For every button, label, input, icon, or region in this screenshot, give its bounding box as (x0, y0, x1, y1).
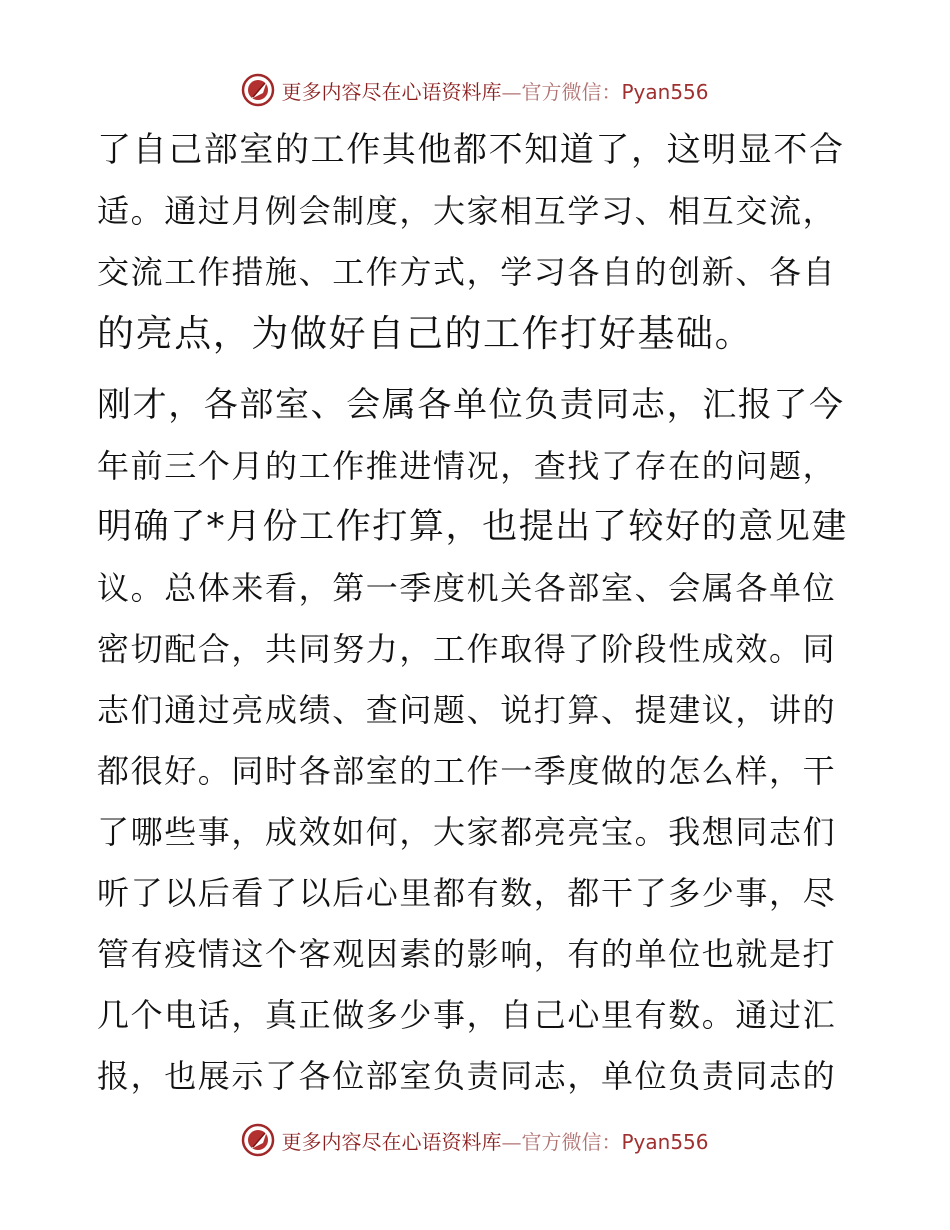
text-line: 适。通过月例会制度，大家相互学习、相互交流， (97, 192, 837, 230)
text-line: 的亮点，为做好自己的工作打好基础。 (97, 312, 754, 355)
text-line: 交流工作措施、工作方式，学习各自的创新、各自 (97, 253, 837, 291)
banner-id-text: Pyan556 (621, 79, 709, 104)
banner-text (281, 76, 708, 105)
banner-id-text: Pyan556 (621, 1129, 709, 1154)
text-line: 密切配合，共同努力，工作取得了阶段性成效。同 (97, 630, 837, 668)
text-line: 听了以后看了以后心里都有数，都干了多少事，尽 (97, 874, 837, 912)
banner-separator-text: —官方微信： (501, 1129, 622, 1154)
text-line: 议。总体来看，第一季度机关各部室、会属各单位 (97, 569, 837, 607)
text-line: 都很好。同时各部室的工作一季度做的怎么样，干 (97, 752, 837, 790)
text-line: 明确了*月份工作打算，也提出了较好的意见建 (97, 507, 849, 547)
paragraph (97, 375, 857, 1107)
text-line: 了自己部室的工作其他都不知道了，这明显不合 (97, 130, 845, 170)
quill-logo-icon (241, 1123, 275, 1157)
banner-main-text: 更多内容尽在心语资料库 (281, 1129, 502, 1154)
quill-logo-icon (241, 73, 275, 107)
text-line: 了哪些事，成效如何，大家都亮亮宝。我想同志们 (97, 813, 837, 851)
banner-text (281, 1126, 708, 1155)
paragraph (97, 120, 857, 364)
document-body (97, 120, 857, 1107)
text-line: 刚才，各部室、会属各单位负责同志，汇报了今 (97, 385, 845, 425)
banner-separator-text: —官方微信： (501, 79, 622, 104)
text-line: 年前三个月的工作推进情况，查找了存在的问题， (97, 447, 837, 485)
text-line: 管有疫情这个客观因素的影响，有的单位也就是打 (97, 935, 837, 973)
text-line: 报，也展示了各位部室负责同志，单位负责同志的 (97, 1057, 837, 1095)
header-banner (0, 70, 950, 110)
footer-banner (0, 1120, 950, 1160)
text-line: 志们通过亮成绩、查问题、说打算、提建议，讲的 (97, 691, 837, 729)
banner-main-text: 更多内容尽在心语资料库 (281, 79, 502, 104)
paragraph-gap (97, 364, 857, 375)
text-line: 几个电话，真正做多少事，自己心里有数。通过汇 (97, 996, 837, 1034)
